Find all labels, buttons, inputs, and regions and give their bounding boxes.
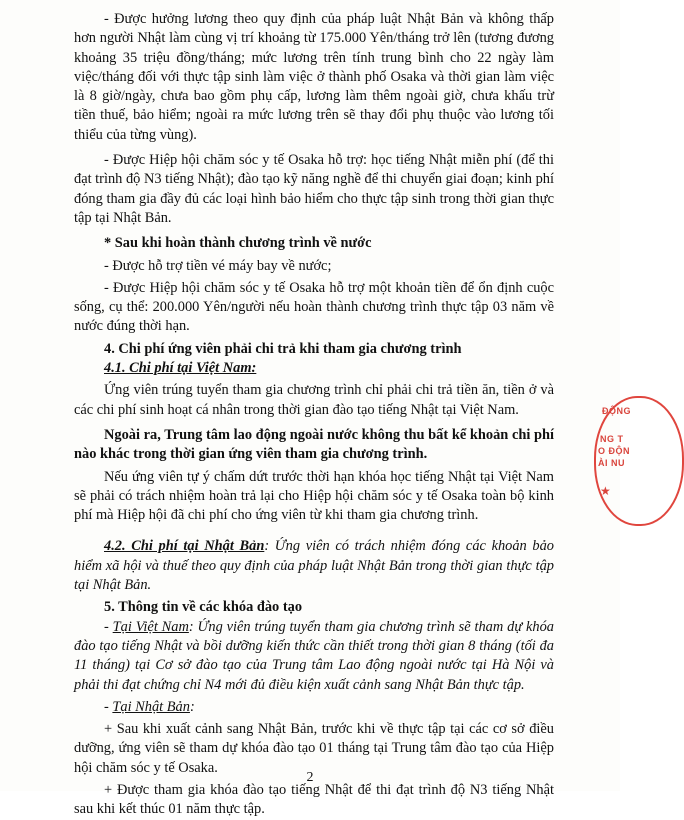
vietnam-training-paragraph — [74, 618, 554, 695]
stamp-text-3: O ĐỘN — [598, 446, 631, 456]
vietnam-training-text: : Ứng viên trúng tuyển tham gia chương trình sẽ tham dự khóa đào tạo tiếng Nhật và bồi dưỡng kiến thức cần thiết trong thời gian 8 tháng (tối đa 11 tháng) tại Cơ sở đào tạo của Trung tâm Lao động ngoài nước tại Hà Nội và phải thi đạt chứng chỉ N4 mới đủ điều kiện xuất cảnh sang Nhật Bản thực tập. — [74, 618, 555, 693]
document-body — [74, 10, 554, 820]
colon: : — [189, 698, 195, 715]
dash: - — [104, 698, 113, 715]
settlement-paragraph: - Được Hiệp hội chăm sóc y tế Osaka hỗ trợ một khoản tiền để ổn định cuộc sống, cụ thể: 200.000 Yên/người nếu hoàn thành chương trình thực tập 03 năm về nước đúng thời hạn. — [74, 279, 554, 335]
vietnam-training-label: Tại Việt Nam — [112, 618, 189, 635]
japan-cost-paragraph — [74, 537, 554, 595]
refund-paragraph: Nếu ứng viên tự ý chấm dứt trước thời hạn khóa học tiếng Nhật tại Việt Nam sẽ phải có trách nhiệm hoàn trả lại cho Hiệp hội chăm sóc y tế Osaka toàn bộ kinh phí mà Hiệp hội đã chi phí cho ứng viên từ khi tham gia chương trình. — [74, 468, 554, 524]
japan-training-label: Tại Nhật Bản — [112, 698, 190, 715]
section-4-2-heading: 4.2. Chi phí tại Nhật Bản — [104, 538, 265, 555]
airfare-paragraph: - Được hỗ trợ tiền vé máy bay về nước; — [104, 257, 332, 274]
red-seal-stamp — [594, 396, 684, 526]
japan-training-heading — [74, 698, 554, 717]
vietnam-cost-paragraph: Ứng viên trúng tuyển tham gia chương trình chỉ phải chi trả tiền ăn, tiền ở và các chi phí sinh hoạt cá nhân trong thời gian đào tạo tiếng Nhật tại Việt Nam. — [74, 382, 554, 418]
section-5-heading: 5. Thông tin về các khóa đào tạo — [104, 599, 303, 616]
stamp-text-1: ĐỘNG — [602, 406, 631, 416]
stamp-text-4: ÀI NU — [598, 458, 625, 468]
star-icon: ★ — [600, 484, 611, 498]
section-4-1-heading: 4.1. Chi phí tại Việt Nam: — [104, 360, 257, 377]
japan-cost-text: : Ứng viên có trách nhiệm đóng các khoản bảo hiểm xã hội và thuế theo quy định của pháp luật Nhật Bản trong thời gian thực tập tại Nhật Bản. — [74, 538, 555, 594]
osaka-training-paragraph: + Sau khi xuất cảnh sang Nhật Bản, trước khi về thực tập tại các cơ sở điều dưỡng, ứng viên sẽ tham dự khóa đào tạo 01 tháng tại Trung tâm đào tạo của Hiệp hội chăm sóc y tế Osaka. — [74, 721, 554, 776]
n3-training-paragraph: + Được tham gia khóa đào tạo tiếng Nhật để thi đạt trình độ N3 tiếng Nhật sau khi kết thúc 01 năm thực tập. — [74, 781, 554, 818]
page-number: 2 — [306, 770, 314, 785]
support-paragraph: - Được Hiệp hội chăm sóc y tế Osaka hỗ trợ: học tiếng Nhật miễn phí (để thi đạt trình độ N3 tiếng Nhật); đào tạo kỹ năng nghề để thi chuyển giai đoạn; kinh phí đóng tham gia đầy đủ các loại hình bảo hiểm cho thực tập sinh trong thời gian thực tập tại Nhật Bản. — [74, 152, 554, 226]
stamp-text-2: NG T — [600, 434, 624, 444]
dash: - — [104, 618, 113, 635]
return-heading: * Sau khi hoàn thành chương trình về nước — [104, 235, 372, 252]
no-fee-paragraph: Ngoài ra, Trung tâm lao động ngoài nước không thu bất kể khoản chi phí nào khác trong thời gian ứng viên tham gia chương trình. — [74, 426, 554, 463]
section-4-heading: 4. Chi phí ứng viên phải chi trả khi tham gia chương trình — [104, 340, 462, 357]
salary-paragraph: - Được hưởng lương theo quy định của pháp luật Nhật Bản và không thấp hơn người Nhật làm cùng vị trí khoảng từ 175.000 Yên/tháng trở lên (tương đương khoảng 35 triệu đồng/tháng; mức lương trên tính trung bình cho 22 ngày làm việc/tháng đối với thực tập sinh làm việc ở thành phố Osaka và thời gian làm việc là 8 giờ/ngày, chưa bao gồm phụ cấp, lương làm thêm ngoài giờ, chưa khấu trừ tiền thuế, bảo hiểm; ngoài ra mức lương trên sẽ thay đổi phụ thuộc vào lương tối thiểu của từng vùng). — [74, 11, 554, 143]
